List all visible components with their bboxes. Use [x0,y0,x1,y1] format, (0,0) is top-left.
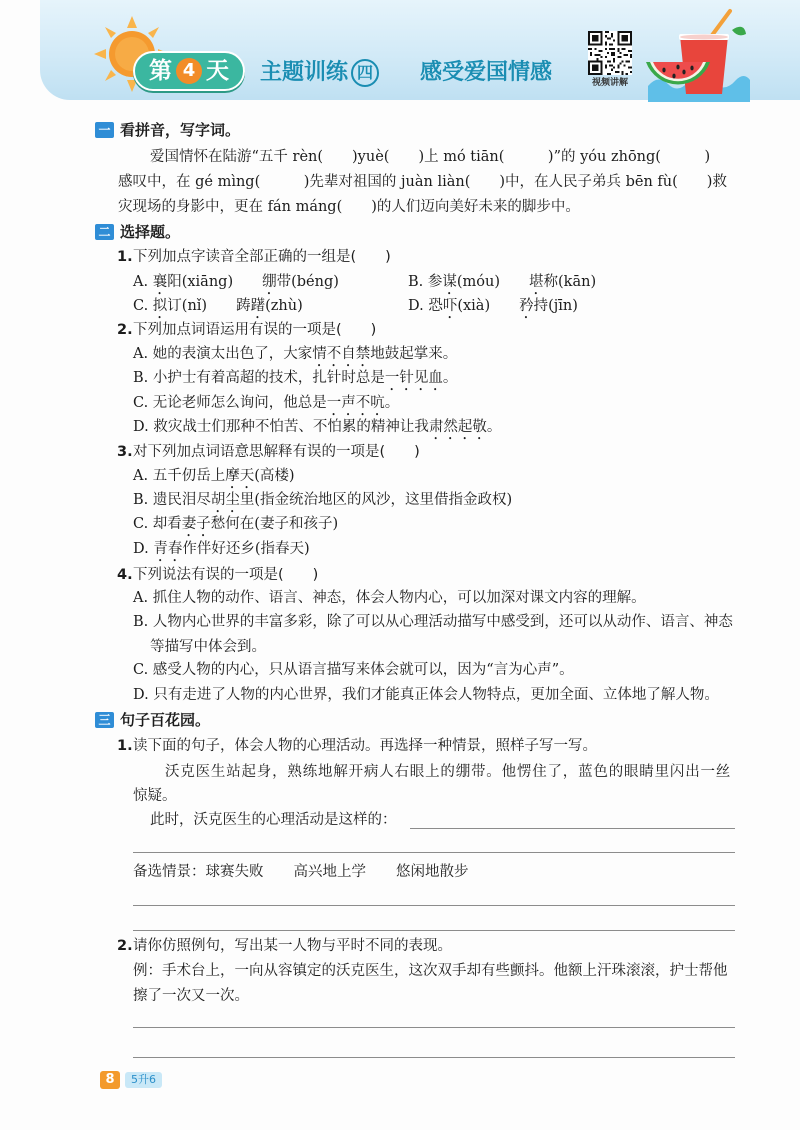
section-number: 三 [95,712,114,728]
text-segment: 带(béng) [276,274,339,290]
emphasized-text: 躇 [250,298,266,314]
section-number: 一 [95,122,114,138]
theme-number: 四 [351,59,379,87]
page-number: 8 [100,1071,120,1089]
option-c[interactable] [133,391,399,415]
qr-label: 视频讲解 [591,78,628,88]
answer-line[interactable] [133,852,735,853]
question-stem [117,440,420,464]
answer-line[interactable] [410,828,735,829]
option-d[interactable]: D. 只有走进了人物的内心世界，我们才能真正体会人物特点，更加全面、立体地了解人物。 [133,687,719,703]
option-d[interactable] [408,294,578,318]
text-segment: A. [133,274,153,290]
day-prefix: 第 [149,58,172,84]
section-title: 看拼音，写字词。 [120,121,241,139]
text-segment: C. 无论老师怎么询问，他总是 [133,395,327,411]
question-number: 2. [117,938,133,954]
question-number: 3. [117,444,133,460]
emphasized-text: 一声不吭 [326,395,385,411]
grade-label: 5升6 [125,1072,162,1088]
option-d[interactable] [133,537,310,561]
paragraph-line: 爱国情怀在陆游“五千 rèn( )yuè( )上 mó tiān( )”的 yóu zhōng( ) [150,149,711,165]
scenario-choices [133,860,499,884]
section-title: 选择题。 [120,223,181,241]
section-title: 句子百花园。 [120,711,211,729]
text-segment: C. 却看 [133,516,182,532]
option-d[interactable] [133,415,501,439]
text-segment: 称(kān) [543,274,597,290]
example-line: 例：手术台上，一向从容镇定的沃克医生，这次双手却有些颤抖。他额上汗珠滚滚，护士帮他 [133,963,728,979]
emphasized-text: 绷 [262,274,277,290]
option-c[interactable] [133,512,338,536]
paragraph-line: 感叹中，在 gé mìng( )先辈对祖国的 juàn liàn( )中，在人民子弟兵 bēn fù( )救 [118,174,727,190]
text-segment: A. 五千仞岳上 [133,468,226,484]
section-number: 二 [95,224,114,240]
emphasized-text: 肃然起敬 [428,419,487,435]
text-segment: (zhù) [265,298,303,314]
emphasized-text: 矜 [519,298,534,314]
qr-code[interactable] [588,31,632,75]
text-segment: 持(jīn) [533,298,578,314]
question-text: 下列加点词语运用有误的一项是( ) [133,322,377,338]
question-stem [117,563,318,587]
question-stem [117,245,391,269]
question-text: 下列说法有误的一项是( ) [133,567,319,583]
text-segment: B. 参 [408,274,443,290]
question-text: 下列加点字读音全部正确的一组是( ) [133,249,391,265]
question-number: 1. [117,738,133,754]
option-b[interactable]: B. 人物内心世界的丰富多彩，除了可以从心理活动描写中感受到，还可以从动作、语言、神态 [133,614,733,630]
question-stem [117,734,597,758]
writing-prompt: 此时，沃克医生的心理活动是这样的： [150,812,397,828]
choice-item: 高兴地上学 [293,864,366,880]
text-segment: A. 她的表演太出色了，大家 [133,346,313,362]
text-segment: D. 救灾战士们那种不怕苦、不怕累的精神让我 [133,419,429,435]
question-stem [117,318,376,342]
question-text: 读下面的句子，体会人物的心理活动。再选择一种情景，照样子写一写。 [133,738,597,754]
option-b[interactable] [133,366,457,390]
watermelon-juice-illustration [644,8,752,102]
option-a[interactable] [133,270,339,294]
option-a[interactable] [133,464,295,488]
text-segment: C. [133,298,153,314]
text-segment: 里(指金统治地区的风沙，这里借指金政权) [239,492,513,508]
question-text: 请你仿照例句，写出某一人物与平时不同的表现。 [133,938,452,954]
question-text: 对下列加点词语意思解释有误的一项是( ) [133,444,420,460]
emphasized-text: 堪 [529,274,544,290]
passage-line: 沃克医生站起身，熟练地解开病人右眼上的绷带。他愣住了，蓝色的眼睛里闪出一丝 [165,764,732,780]
question-number: 1. [117,249,133,265]
choice-item: 球赛失败 [205,864,264,880]
day-suffix: 天 [206,58,229,84]
page-title: 感受爱国情感 [420,60,553,85]
question-number: 2. [117,322,133,338]
text-segment: (móu) [456,274,530,290]
answer-line[interactable] [133,1027,735,1028]
emphasized-text: 摩天 [225,468,255,484]
emphasized-text: 情不自禁 [312,346,371,362]
day-badge [133,51,245,91]
example-line: 擦了一次又一次。 [133,988,249,1004]
emphasized-text: 青春 [153,541,183,557]
emphasized-text: 胡尘 [210,492,240,508]
text-segment: 。 [384,395,400,411]
text-segment: 地鼓起掌来。 [370,346,458,362]
emphasized-text: 谋 [442,274,457,290]
answer-line[interactable] [133,930,735,931]
answer-line[interactable] [133,1057,735,1058]
choices-label: 备选情景： [133,864,206,880]
text-segment: 。 [486,419,502,435]
question-number: 4. [117,567,133,583]
option-a[interactable]: A. 抓住人物的动作、语言、神态，体会人物内心，可以加深对课文内容的理解。 [133,590,646,606]
text-segment: 阳(xiāng) [167,274,263,290]
text-segment: D. [133,541,154,557]
option-a[interactable] [133,342,457,366]
choice-item: 悠闲地散步 [396,864,469,880]
emphasized-text: 妻子 [181,516,211,532]
option-c[interactable]: C. 感受人物的内心，只从语言描写来体会就可以，因为“言为心声”。 [133,662,574,678]
question-stem [117,934,452,958]
text-segment: 愁何在(妻子和孩子) [210,516,339,532]
text-segment: 订(nǐ) 踌 [167,298,251,314]
emphasized-text: 吓 [442,298,458,314]
option-b[interactable] [133,488,512,512]
emphasized-text: 拟 [152,298,168,314]
text-segment: B. 小护士有着高超的技术，扎针时总是 [133,370,385,386]
emphasized-text: 一针见血 [384,370,443,386]
text-segment: 。 [442,370,458,386]
text-segment: B. 遗民泪尽 [133,492,211,508]
text-segment: 作伴好还乡(指春天) [182,541,310,557]
option-b-continued[interactable]: 等描写中体会到。 [150,639,266,655]
text-segment: (高楼) [254,468,295,484]
day-number: 4 [176,58,202,84]
theme-text: 主题训练 [260,60,349,85]
option-c[interactable] [133,294,303,318]
theme-label [260,58,379,88]
option-b[interactable] [408,270,596,294]
answer-line[interactable] [133,905,735,906]
emphasized-text: 襄 [152,274,168,290]
text-segment: D. 恐 [408,298,443,314]
text-segment: (xià) [457,298,520,314]
paragraph-line: 灾现场的身影中，更在 fán máng( )的人们迈向美好未来的脚步中。 [118,199,580,215]
passage-line: 惊疑。 [133,788,177,804]
